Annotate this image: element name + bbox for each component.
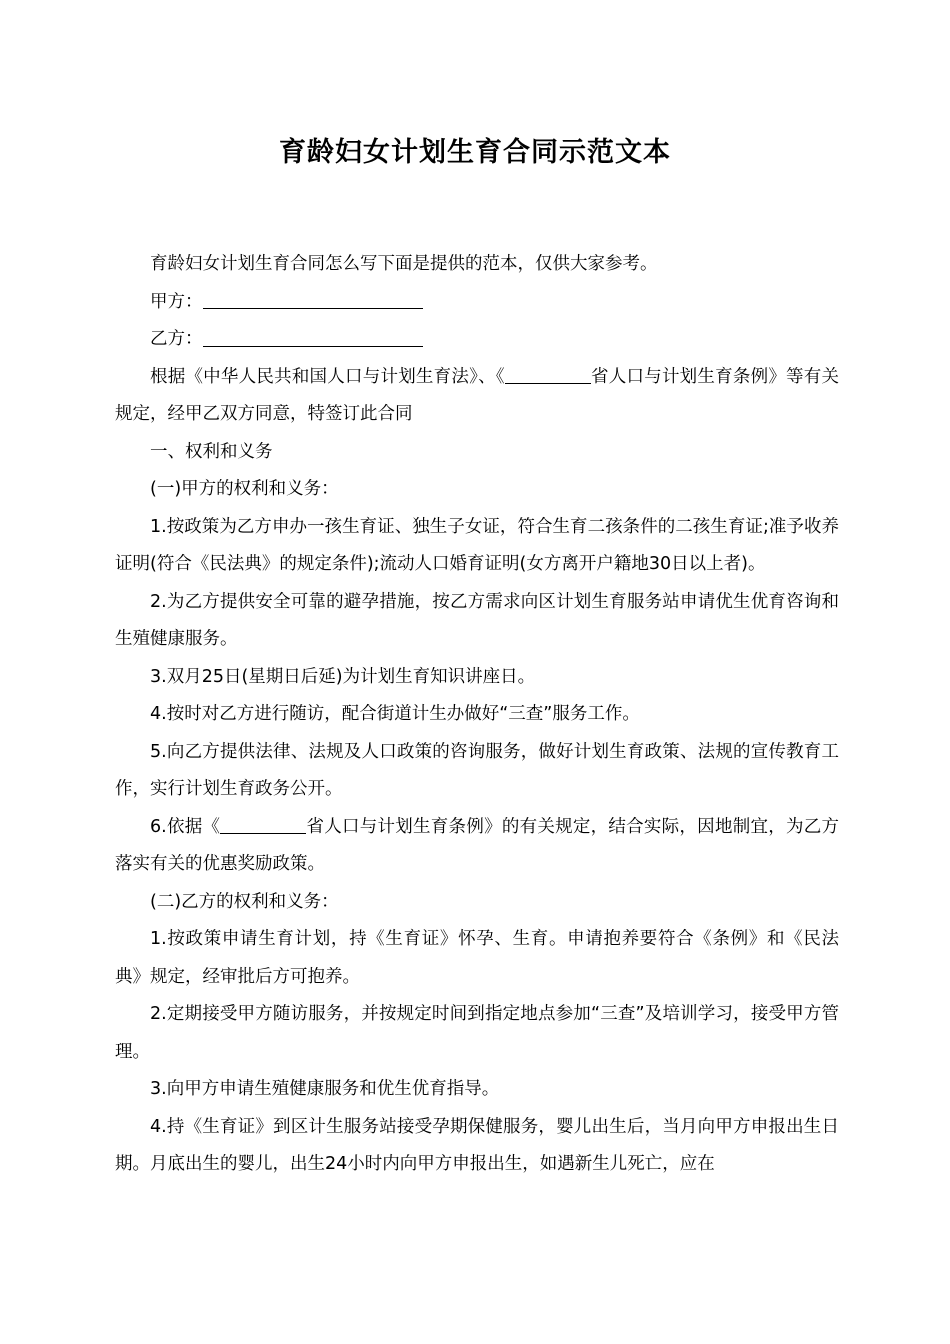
b-item: 1.按政策申请生育计划，持《生育证》怀孕、生育。申请抱养要符合《条例》和《民法典》规定，经审批后方可抱养。 [115,929,839,987]
a-item-6 [115,809,839,884]
party-a-label: 甲方： [150,291,203,312]
province-blank [220,815,306,834]
a6-text-pre: 6.依据《 [150,816,221,837]
subsection-a-heading: (一)甲方的权利和义务： [150,479,339,499]
a-item: 1.按政策为乙方申办一孩生育证、独生子女证，符合生育二孩条件的二孩生育证;准予收养证明(符合《民法典》的规定条件);流动人口婚育证明(女方离开户籍地30日以上者)。 [115,516,839,574]
basis-paragraph [115,359,839,434]
a-item: 5.向乙方提供法律、法规及人口政策的咨询服务，做好计划生育政策、法规的宣传教育工作，实行计划生育政务公开。 [115,741,839,799]
party-b-blank [203,327,423,346]
b-item: 2.定期接受甲方随访服务，并按规定时间到指定地点参加“三查”及培训学习，接受甲方管理。 [115,1004,839,1062]
document-body [115,246,839,1184]
b-item: 3.向甲方申请生殖健康服务和优生优育指导。 [150,1079,500,1099]
party-b-label: 乙方： [150,329,203,349]
party-a-blank [203,290,423,309]
a-item: 3.双月25日(星期日后延)为计划生育知识讲座日。 [150,666,536,687]
party-b-line [115,321,839,359]
subsection-b-heading: (二)乙方的权利和义务： [150,891,339,912]
a-item: 2.为乙方提供安全可靠的避孕措施，按乙方需求向区计划生育服务站申请优生优育咨询和生殖健康服务。 [115,591,839,649]
basis-text-pre: 根据《中华人民共和国人口与计划生育法》、《 [150,366,505,387]
a6-text-post: 省人口与计划生育条例》的有关规定，结合实际，因地制宜，为乙方落实有关的优惠奖励政策。 [115,816,839,874]
b-item: 4.持《生育证》到区计生服务站接受孕期保健服务，婴儿出生后，当月向甲方申报出生日期。月底出生的婴儿，出生24小时内向甲方申报出生，如遇新生儿死亡，应在 [115,1116,839,1174]
party-a-line [115,284,839,322]
a-item: 4.按时对乙方进行随访，配合街道计生办做好“三查”服务工作。 [150,704,640,724]
document-title: 育龄妇女计划生育合同示范文本 [279,137,671,168]
province-blank [505,365,591,384]
section-heading: 一、权利和义务 [150,441,273,462]
intro-paragraph: 育龄妇女计划生育合同怎么写下面是提供的范本，仅供大家参考。 [150,254,658,274]
basis-text-post: 省人口与计划生育条例》等有关规定，经甲乙双方同意，特签订此合同 [115,366,840,424]
